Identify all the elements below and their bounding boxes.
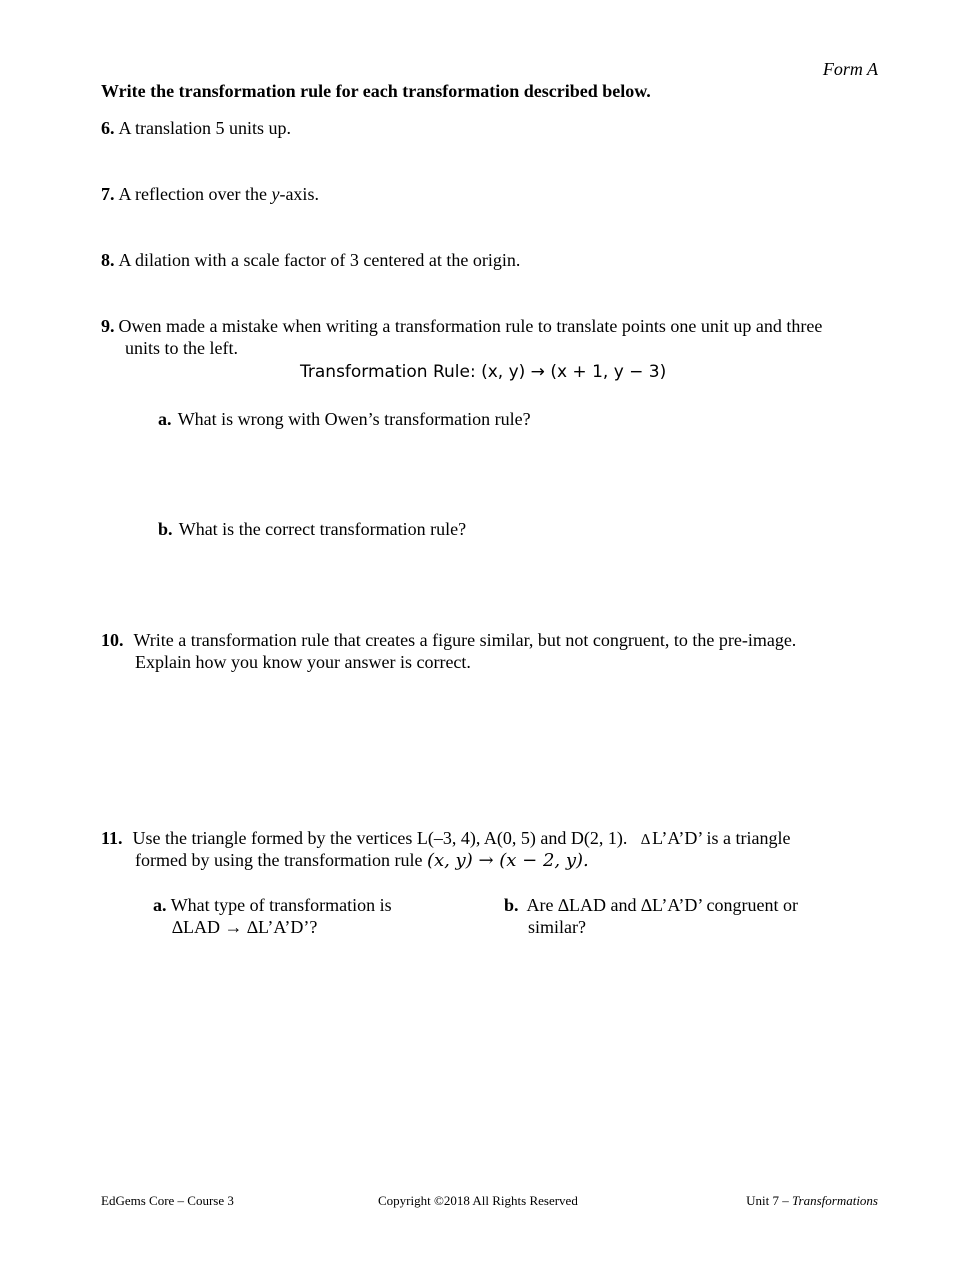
subquestion-label: a. bbox=[158, 409, 172, 429]
question-11-continuation: formed by using the transformation rule (x, y) → (x − 2, y). bbox=[135, 850, 589, 871]
question-11a bbox=[153, 895, 392, 916]
question-8 bbox=[101, 250, 520, 271]
footer-unit: Unit 7 – Transformations bbox=[746, 1193, 878, 1208]
question-6 bbox=[101, 118, 291, 139]
question-number: 10. bbox=[101, 630, 124, 650]
question-text: Write a transformation rule that creates a figure similar, but not congruent, to the pre-image. bbox=[133, 630, 797, 650]
question-10-continuation: Explain how you know your answer is correct. bbox=[135, 652, 471, 672]
question-text: Owen made a mistake when writing a transformation rule to translate points one unit up and three bbox=[118, 316, 823, 336]
question-text: A reflection over the y-axis. bbox=[118, 184, 319, 204]
form-label: Form A bbox=[822, 59, 878, 79]
question-11a-continuation: ∆LAD → ∆L’A’D’? bbox=[172, 917, 318, 937]
question-number: 6. bbox=[101, 118, 115, 138]
question-number: 7. bbox=[101, 184, 115, 204]
question-10 bbox=[101, 630, 796, 651]
question-text: A translation 5 units up. bbox=[118, 118, 291, 138]
question-9-continuation: units to the left. bbox=[125, 338, 238, 358]
subquestion-label: a. bbox=[153, 895, 167, 915]
question-number: 11. bbox=[101, 828, 123, 848]
transformation-rule-math: (x, y) → (x − 2, y). bbox=[426, 850, 589, 871]
question-11b bbox=[504, 895, 798, 916]
instructions-heading: Write the transformation rule for each transformation described below. bbox=[101, 81, 651, 101]
subquestion-text: What type of transformation is bbox=[170, 895, 392, 915]
subquestion-text: What is the correct transformation rule? bbox=[178, 519, 467, 539]
footer-course: EdGems Core – Course 3 bbox=[101, 1193, 234, 1208]
footer-copyright: Copyright ©2018 All Rights Reserved bbox=[378, 1193, 578, 1208]
question-9a bbox=[158, 409, 531, 430]
subquestion-label: b. bbox=[158, 519, 173, 539]
subquestion-label: b. bbox=[504, 895, 519, 915]
subquestion-text: Are ∆LAD and ∆L’A’D’ congruent or bbox=[526, 895, 798, 915]
question-9b bbox=[158, 519, 466, 540]
question-9 bbox=[101, 316, 822, 337]
question-11 bbox=[101, 828, 791, 849]
question-text: A dilation with a scale factor of 3 centered at the origin. bbox=[118, 250, 521, 270]
question-text: Use the triangle formed by the vertices L(–3, 4), A(0, 5) and D(2, 1). ∆ L’A’D’ is a triangle bbox=[132, 828, 791, 848]
subquestion-text: What is wrong with Owen’s transformation rule? bbox=[177, 409, 531, 429]
owen-transformation-rule: Transformation Rule: (x, y) → (x + 1, y − 3) bbox=[300, 362, 667, 382]
question-number: 9. bbox=[101, 316, 115, 336]
question-11b-continuation: similar? bbox=[528, 917, 586, 937]
question-7 bbox=[101, 184, 319, 205]
question-number: 8. bbox=[101, 250, 115, 270]
